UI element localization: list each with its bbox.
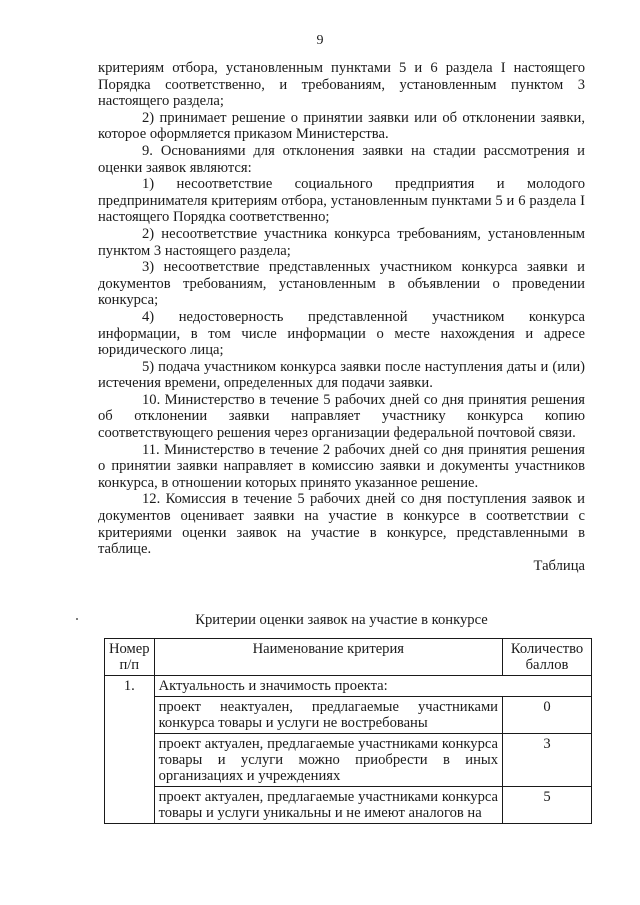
table-header-row xyxy=(105,639,592,676)
table-row xyxy=(105,697,592,734)
criterion-text: проект неактуален, предлагаемые участниками конкурса товары и услуги не востребованы xyxy=(154,697,502,734)
paragraph: критериям отбора, установленным пунктами 5 и 6 раздела I настоящего Порядка соответственно, и требованиям, установленным пунктом 3 настоящего раздела; xyxy=(98,60,585,110)
criterion-score: 5 xyxy=(503,787,592,824)
paragraph: 5) подача участником конкурса заявки после наступления даты и (или) истечения времени, определенных для подачи заявки. xyxy=(98,358,585,392)
page-number: 9 xyxy=(316,33,324,48)
paragraph: 4) недостоверность представленной участником конкурса информации, в том числе информации о месте нахождения и адресе юридического лица; xyxy=(98,308,585,359)
paragraph: 3) несоответствие представленных участником конкурса заявки и документов требованиям, установленным в объявлении о проведении конкурса; xyxy=(98,259,585,309)
header-criterion: Наименование критерия xyxy=(154,639,502,676)
table-row xyxy=(105,676,592,697)
header-score: Количество баллов xyxy=(503,639,592,676)
table-row xyxy=(105,787,592,824)
margin-dot xyxy=(76,618,78,620)
paragraph: 11. Министерство в течение 2 рабочих дней со дня принятия решения о принятии заявки направляет в комиссию заявки и документы участников конкурса, в отношении которых принято указанное решение. xyxy=(98,441,585,491)
paragraph: 9. Основаниями для отклонения заявки на стадии рассмотрения и оценки заявок являются: xyxy=(98,142,585,176)
criterion-text: проект актуален, предлагаемые участниками конкурса товары и услуги уникальны и не имеют аналогов на xyxy=(154,787,502,824)
header-number: Номер п/п xyxy=(105,639,155,676)
paragraph: 2) несоответствие участника конкурса требованиям, установленным пунктом 3 настоящего раздела; xyxy=(98,225,585,259)
document-body xyxy=(98,60,585,574)
criterion-score: 0 xyxy=(503,697,592,734)
criteria-table xyxy=(104,638,592,824)
criterion-text: проект актуален, предлагаемые участниками конкурса товары и услуги можно приобрести в иных организациях и учреждениях xyxy=(154,734,502,787)
paragraph: 1) несоответствие социального предприятия и молодого предпринимателя критериям отбора, установленным пунктами 5 и 6 раздела I настоящего Порядка соответственно; xyxy=(98,176,585,226)
section-title: Актуальность и значимость проекта: xyxy=(154,676,591,697)
row-number: 1. xyxy=(105,676,155,824)
criterion-score: 3 xyxy=(503,734,592,787)
paragraph: 12. Комиссия в течение 5 рабочих дней со дня поступления заявок и документов оценивает заявки на участие в конкурсе в соответствии с критериями оценки заявок на участие в конкурсе, представленными в таблице. xyxy=(98,491,585,558)
paragraph: 10. Министерство в течение 5 рабочих дней со дня принятия решения об отклонении заявки направляет участнику конкурса копию соответствующего решения через организации федеральной почтовой связи. xyxy=(98,391,585,442)
table-caption: Таблица xyxy=(533,557,585,574)
table-title: Критерии оценки заявок на участие в конкурсе xyxy=(195,612,488,628)
paragraph: 2) принимает решение о принятии заявки или об отклонении заявки, которое оформляется приказом Министерства. xyxy=(98,109,585,143)
table-row xyxy=(105,734,592,787)
